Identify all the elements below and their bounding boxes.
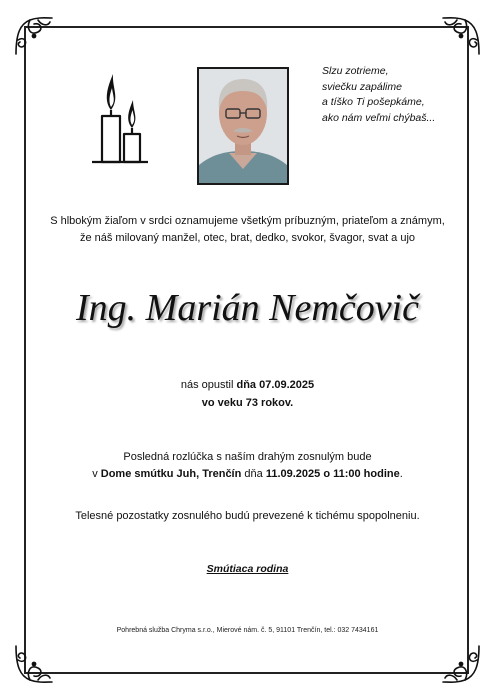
funeral-place: Dome smútku Juh, Trenčín — [100, 468, 242, 480]
family-signature: Smútiaca rodina — [206, 563, 289, 575]
announcement-text — [40, 213, 455, 247]
candles-icon — [88, 70, 152, 170]
poem — [322, 64, 472, 126]
ornament-corner-icon — [12, 642, 56, 686]
death-info — [40, 376, 455, 412]
funeral-line: Posledná rozlúčka s naším drahým zosnulým bude — [123, 451, 372, 463]
funeral-place-prefix: v — [92, 468, 101, 480]
death-date: dňa 07.09.2025 — [236, 379, 315, 391]
funeral-info — [40, 449, 455, 483]
funeral-date-prefix: dňa — [241, 468, 266, 480]
death-prefix: nás opustil — [180, 379, 237, 391]
funeral-suffix: . — [399, 468, 403, 480]
poem-line: a tíško Ti pošepkáme, — [322, 96, 425, 108]
ornament-corner-icon — [439, 642, 483, 686]
announcement-line: že náš milovaný manžel, otec, brat, dedko, svokor, švagor, svat a ujo — [79, 232, 416, 244]
funeral-datetime: 11.09.2025 o 11:00 hodine — [265, 468, 400, 480]
poem-line: sviečku zapálime — [322, 80, 402, 93]
death-age: vo veku 73 rokov. — [201, 397, 294, 409]
ornament-corner-icon — [439, 14, 483, 58]
deceased-name: Ing. Marián Nemčovič — [76, 287, 419, 329]
poem-line: ako nám veľmi chýbaš... — [322, 111, 436, 124]
portrait-photo — [197, 67, 289, 185]
funeral-service-footer: Pohrebná služba Chryma s.r.o., Mierové nám. č. 5, 91101 Trenčín, tel.: 032 7434161 — [116, 627, 379, 634]
poem-line: Slzu zotrieme, — [322, 65, 389, 77]
remains-text: Telesné pozostatky zosnulého budú prevezené k tichému spopolneniu. — [75, 510, 420, 522]
announcement-line: S hlbokým žiaľom v srdci oznamujeme všetkým príbuzným, priateľom a známym, — [50, 215, 445, 227]
ornament-corner-icon — [12, 14, 56, 58]
